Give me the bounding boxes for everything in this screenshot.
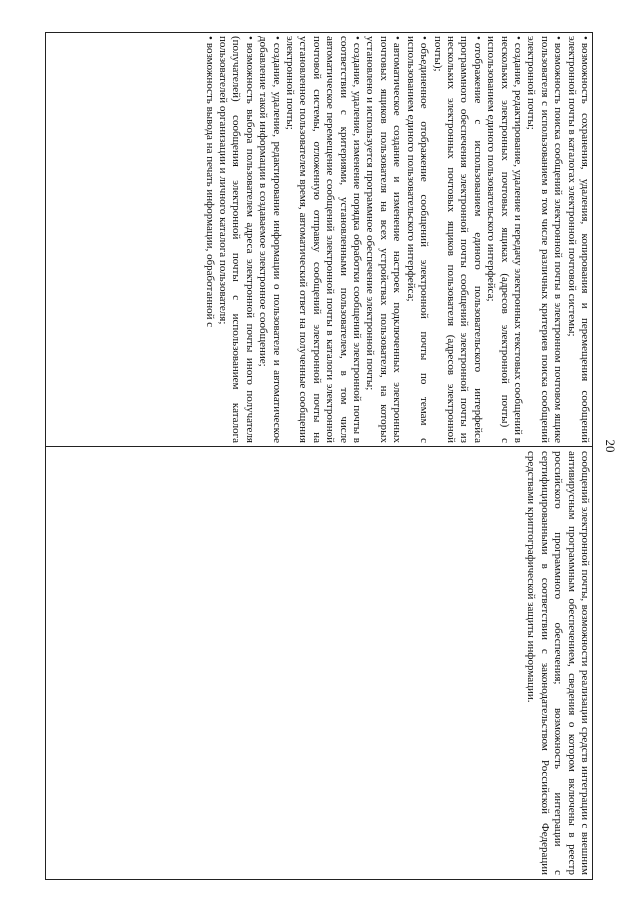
bullet-icon: • [552, 36, 565, 40]
list-item [524, 36, 564, 443]
list-item [216, 36, 256, 443]
bullet-icon: • [511, 36, 524, 40]
list-item-text: создание, удаление, изменение порядка обработки сообщений электронной почты в соответствии с критериями, установленными пользователем, в том числе автоматическое перемещение сообщений электронной почты в каталоги электронной почтовой системы, отложенную отправку сообщений электронной почты на установленное пользователем время, автоматический ответ на полученные сообщения электронной почты; [284, 36, 364, 443]
list-item [430, 36, 484, 443]
list-item-text: создание, редактирование, удаление и передачу электронных текстовых сообщений в нескольких электронных почтовых ящиках (адресов электронной почты) с использованием единого пользовательского интерфейса; [485, 36, 524, 443]
list-item [484, 36, 524, 443]
list-item-text: объединенное отображение сообщений электронной почты по темам с использованием единого пользовательского интерфейса; [404, 36, 431, 443]
requirements-list [202, 36, 591, 443]
rotated-table-content [45, 32, 593, 880]
list-item-text: возможность сохранения, удаления, копирования и перемещения сообщений электронной почты в каталогах электронной почтовой системы; [565, 36, 591, 443]
requirements-table [45, 32, 593, 880]
list-item-text: создание, удаление, редактирование информации о пользователе и автоматическое добавление такой информации в создаваемое электронное сообщение; [257, 36, 283, 443]
list-item [202, 36, 215, 443]
list-item [363, 36, 403, 443]
right-cell [46, 447, 592, 879]
bullet-icon: • [243, 36, 256, 40]
left-cell [46, 33, 592, 446]
list-item [564, 36, 591, 443]
list-item-text: возможность поиска сообщений электронной почты в электронном почтовом ящике пользователя с использованием в том числе различных критериев поиска сообщений электронной почты; [525, 36, 565, 443]
bullet-icon: • [471, 36, 484, 40]
list-item-text: автоматическое создание и изменение настроек подключенных электронных почтовых ящиков пользователя на всех устройствах пользователя, на которых установлено и используется программное обеспечение электронной почты; [364, 36, 404, 443]
list-item-text: отображение с использованием единого пользовательского интерфейса программного обеспечения электронной почты сообщений электронной почты из нескольких электронных почтовых ящиков пользователя (адресов электронной почты); [431, 36, 484, 443]
bullet-icon: • [579, 36, 591, 40]
list-item-text: возможность вывода на печать информации, обработанной с [203, 42, 216, 328]
right-cell-text: сообщений электронной почты, возможности реализации средств интеграции с внешним антивирусным программным обеспечением, сведения о котором включены в реестр российского программного обеспечения; возможность интеграции с сертифицированными в соответствии с законодательством Российской Федерации средствами криптографической защиты информации. [525, 451, 591, 875]
list-item [403, 36, 430, 443]
list-item-text: возможность выбора пользователем адреса электронной почты иного получателя (получателей) сообщения электронной почты с использованием каталога пользователей организации и личного каталога пользователя; [217, 36, 256, 443]
bullet-icon: • [391, 36, 404, 40]
bullet-icon: • [203, 36, 216, 40]
bullet-icon: • [418, 36, 431, 40]
list-item [283, 36, 363, 443]
rotated-table-viewport [45, 32, 593, 880]
list-item [256, 36, 283, 443]
bullet-icon: • [351, 36, 364, 40]
bullet-icon: • [270, 36, 283, 40]
page-number: 20 [603, 439, 618, 453]
